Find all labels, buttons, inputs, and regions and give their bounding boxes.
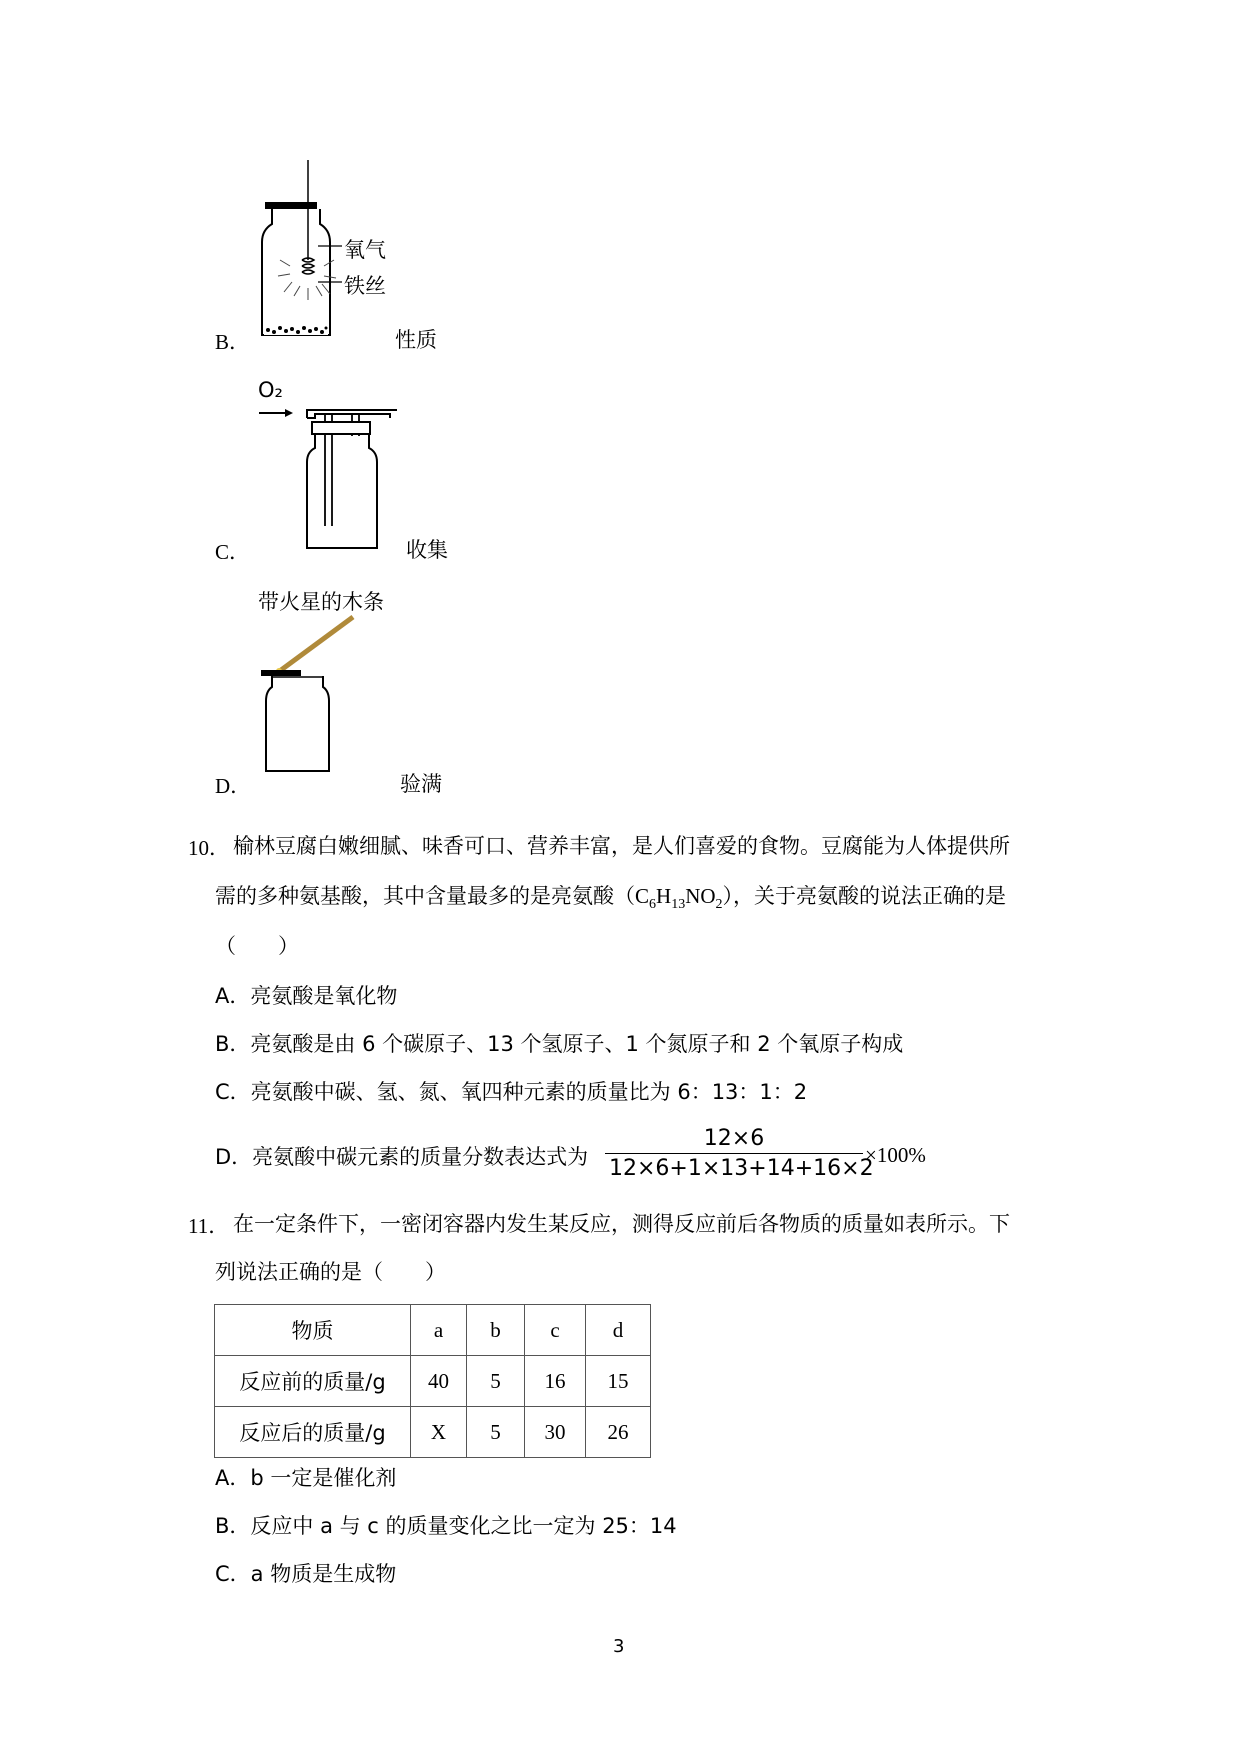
option-c-letter[interactable]: C． [215, 540, 251, 564]
gas-full-test-diagram [255, 615, 385, 775]
table-row [215, 1356, 651, 1407]
q10-stem-line2-a: 需的多种氨基酸，其中含量最多的是亮氨酸（ [215, 884, 635, 908]
q11-option-b[interactable]: B．反应中 a 与 c 的质量变化之比一定为 25：14 [215, 1514, 677, 1538]
table-cell: 5 [467, 1407, 525, 1458]
option-c-caption: 收集 [406, 538, 448, 562]
table-header-row [215, 1305, 651, 1356]
glowing-stick-label: 带火星的木条 [258, 590, 384, 614]
table-cell: 40 [411, 1356, 467, 1407]
table-header-cell: 物质 [215, 1305, 411, 1356]
q10-option-a[interactable]: A．亮氨酸是氧化物 [215, 984, 398, 1008]
table-cell: X [411, 1407, 467, 1458]
q11-stem-line1: 在一定条件下，一密闭容器内发生某反应，测得反应前后各物质的质量如表所示。下 [233, 1212, 1010, 1236]
option-d-caption: 验满 [400, 772, 442, 796]
gas-o2-label: O₂ [258, 378, 283, 402]
table-cell: 反应后的质量/g [215, 1407, 411, 1458]
q10-stem-line2-b: ），关于亮氨酸的说法正确的是 [722, 884, 1007, 908]
q11-option-a[interactable]: A．b 一定是催化剂 [215, 1466, 397, 1490]
table-cell: 16 [525, 1356, 586, 1407]
table-cell: 反应前的质量/g [215, 1356, 411, 1407]
option-b-letter[interactable]: B． [215, 330, 251, 354]
page-number: 3 [613, 1636, 625, 1657]
q10-option-c[interactable]: C．亮氨酸中碳、氢、氮、氧四种元素的质量比为 6：13：1：2 [215, 1080, 808, 1104]
table-cell: 5 [467, 1356, 525, 1407]
fraction-denominator: 12×6+1×13+14+16×2 [609, 1156, 874, 1181]
q11-number: 11． [188, 1214, 230, 1238]
q10-answer-paren: （ ） [215, 934, 299, 958]
table-header-cell: c [525, 1305, 586, 1356]
oxygen-label: 氧气 [344, 238, 386, 262]
q10-option-d[interactable]: D．亮氨酸中碳元素的质量分数表达式为 [215, 1145, 589, 1169]
q10-number: 10． [188, 836, 230, 860]
q10-option-b[interactable]: B．亮氨酸是由 6 个碳原子、13 个氢原子、1 个氮原子和 2 个氧原子构成 [215, 1032, 904, 1056]
fraction-numerator: 12×6 [605, 1126, 863, 1154]
percent-suffix: ×100% [865, 1143, 926, 1167]
table-header-cell: d [586, 1305, 651, 1356]
iron-burning-diagram [230, 160, 430, 340]
table-header-cell: b [467, 1305, 525, 1356]
option-d-letter[interactable]: D． [215, 774, 252, 798]
iron-wire-label: 铁丝 [344, 274, 386, 298]
leucine-formula: $C_6H_{13}NO_2$ [635, 884, 723, 913]
table-row [215, 1407, 651, 1458]
option-b-caption: 性质 [395, 328, 437, 352]
table-header-cell: a [411, 1305, 467, 1356]
mass-data-table [214, 1304, 651, 1458]
q10-stem-line2 [215, 880, 1006, 913]
q11-stem-line2: 列说法正确的是（ ） [215, 1260, 446, 1284]
q11-option-c[interactable]: C．a 物质是生成物 [215, 1562, 397, 1586]
table-cell: 15 [586, 1356, 651, 1407]
q10-stem-line1: 榆林豆腐白嫩细腻、味香可口、营养丰富，是人们喜爱的食物。豆腐能为人体提供所 [233, 834, 1010, 858]
carbon-fraction-expression [605, 1126, 874, 1181]
table-cell: 26 [586, 1407, 651, 1458]
gas-collection-diagram [255, 400, 415, 555]
table-cell: 30 [525, 1407, 586, 1458]
